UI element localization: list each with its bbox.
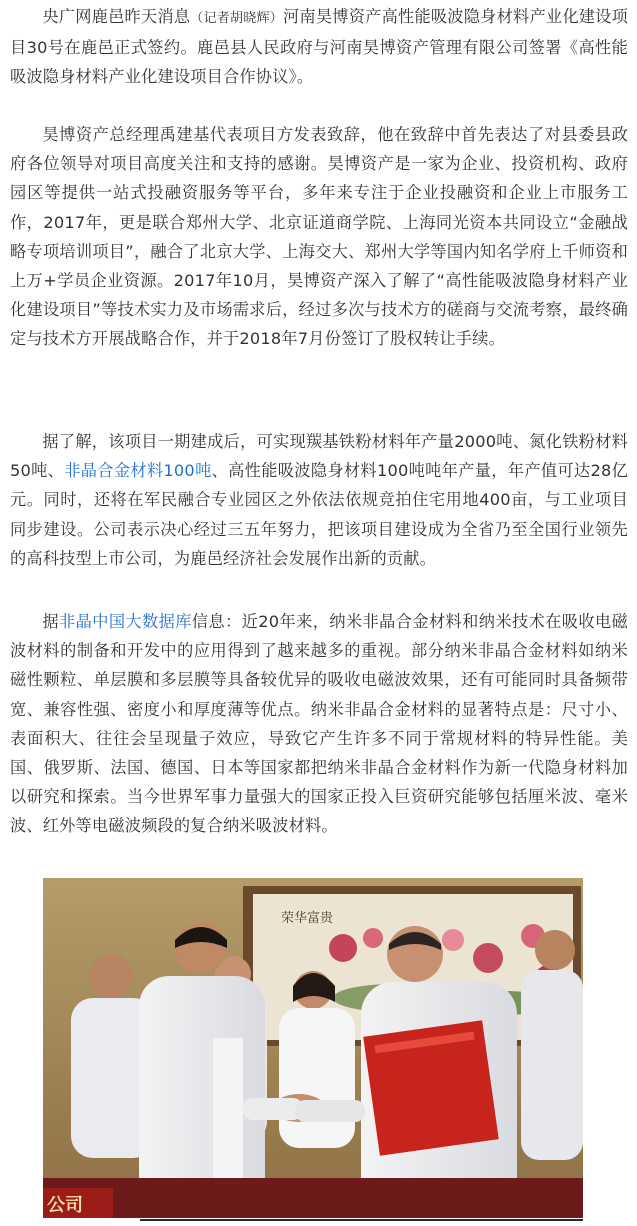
amorphous-database-link[interactable]: 非晶中国大数据库 [59,612,192,631]
reporter-credit: （记者胡晓辉） [190,11,283,26]
paragraph-4-text: 信息：近20年来，纳米非晶合金材料和纳米技术在吸收电磁波材料的制备和开发中的应用得到了越来越多的重视。部分纳米非晶合金材料如纳米磁性颗粒、单层膜和多层膜等具备较优异的吸收电磁波效果，还有可能同时具备频带宽、兼容性强、密度小和厚度薄等优点。纳米非晶合金材料的显著特点是：尺寸小、表面积大、往往会呈现量子效应，导致它产生许多不同于常规材料的特异性能。美国、俄罗斯、法国、德国、日本等国家都把纳米非晶合金材料作为新一代隐身材料加以研究和探索。当今世界军事力量强大的国家正投入巨资研究能够包括厘米波、毫米波、红外等电磁波频段的复合纳米吸波材料。 [10,612,629,836]
painting-inscription: 荣华富贵 [281,911,334,926]
signing-ceremony-photo [43,878,583,1218]
paragraph-1-text: 河南昊博资产高性能吸波隐身材料产业化建设项目30号在鹿邑正式签约。鹿邑县人民政府与河南昊博资产管理有限公司签署《高性能吸波隐身材料产业化建设项目合作协议》。 [10,7,629,87]
paragraph-3 [10,427,628,573]
paragraph-3-lead: 据了解，该项目一期建成后，可实现羰基铁粉材料年产量2000吨、氮化铁粉材料50吨、 [10,432,628,481]
photo-divider [140,1219,583,1221]
company-sign-text: 公司 [47,1195,83,1216]
paragraph-3-text: 、高性能吸波隐身材料100吨吨年产量，年产值可达28亿元。同时，还将在军民融合专业园区之外依法依规竞拍住宅用地400亩，与工业项目同步建设。公司表示决心经过三五年努力，把该项目建设成为全省乃至全国行业领先的高科技型上市公司，为鹿邑经济社会发展作出新的贡献。 [10,461,628,568]
paragraph-4-lead: 据 [42,612,59,631]
paragraph-1-lead: 央广网鹿邑昨天消息 [42,7,191,26]
paragraph-2: 昊博资产总经理禹建基代表项目方发表致辞，他在致辞中首先表达了对县委县政府各位领导对项目高度关注和支持的感谢。昊博资产是一家为企业、投资机构、政府园区等提供一站式投融资服务等平台，多年来专注于企业投融资和企业上市服务工作，2017年，更是联合郑州大学、北京证道商学院、上海同光资本共同设立“金融战略专项培训项目”，融合了北京大学、上海交大、郑州大学等国内知名学府上千师资和上万+学员企业资源。2017年10月，昊博资产深入了解了“高性能吸波隐身材料产业化建设项目”等技术实力及市场需求后，经过多次与技术方的磋商与交流考察，最终确定与技术方开展战略合作，并于2018年7月份签订了股权转让手续。 [10,125,628,349]
paragraph-1 [10,2,628,92]
paragraph-4 [10,607,628,841]
amorphous-alloy-link[interactable]: 非晶合金材料100吨 [64,461,212,481]
